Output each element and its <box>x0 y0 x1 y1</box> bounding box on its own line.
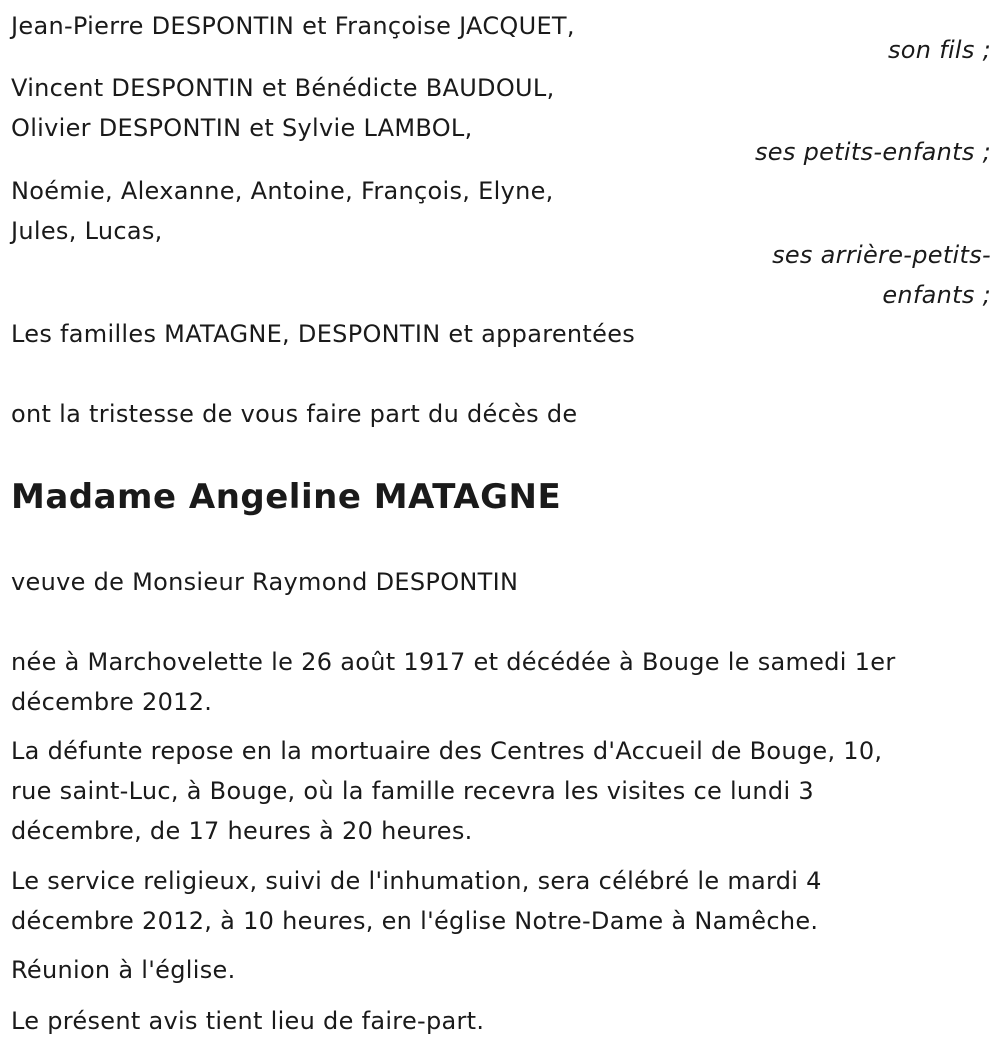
visitation-line-3: décembre, de 17 heures à 20 heures. <box>11 817 473 845</box>
great-grandchildren-label-2: enfants ; <box>882 281 991 309</box>
deceased-name: Madame Angeline MATAGNE <box>11 477 562 517</box>
announcement-intro: ont la tristesse de vous faire part du décès de <box>11 400 578 428</box>
visitation-line-2: rue saint-Luc, à Bouge, où la famille recevra les visites ce lundi 3 <box>11 777 814 805</box>
closing-line: Le présent avis tient lieu de faire-part. <box>11 1007 485 1035</box>
families-line: Les familles MATAGNE, DESPONTIN et apparentées <box>11 320 636 348</box>
service-line-1: Le service religieux, suivi de l'inhumation, sera célébré le mardi 4 <box>11 867 822 895</box>
great-grandchildren-label-1: ses arrière-petits- <box>772 241 991 269</box>
meeting-line: Réunion à l'église. <box>11 956 236 984</box>
birth-death-line-2: décembre 2012. <box>11 688 213 716</box>
grandchildren-label: ses petits-enfants ; <box>754 138 991 166</box>
son-line: Jean-Pierre DESPONTIN et Françoise JACQUET, <box>11 12 575 40</box>
great-grandchild-line-1: Noémie, Alexanne, Antoine, François, Elyne, <box>11 177 554 205</box>
grandchild-line-2: Olivier DESPONTIN et Sylvie LAMBOL, <box>11 114 473 142</box>
great-grandchild-line-2: Jules, Lucas, <box>11 217 163 245</box>
widow-of: veuve de Monsieur Raymond DESPONTIN <box>11 568 519 596</box>
service-line-2: décembre 2012, à 10 heures, en l'église Notre-Dame à Namêche. <box>11 907 819 935</box>
visitation-line-1: La défunte repose en la mortuaire des Centres d'Accueil de Bouge, 10, <box>11 737 883 765</box>
birth-death-line-1: née à Marchovelette le 26 août 1917 et décédée à Bouge le samedi 1er <box>11 648 896 676</box>
son-label: son fils ; <box>887 36 991 64</box>
grandchild-line-1: Vincent DESPONTIN et Bénédicte BAUDOUL, <box>11 74 555 102</box>
